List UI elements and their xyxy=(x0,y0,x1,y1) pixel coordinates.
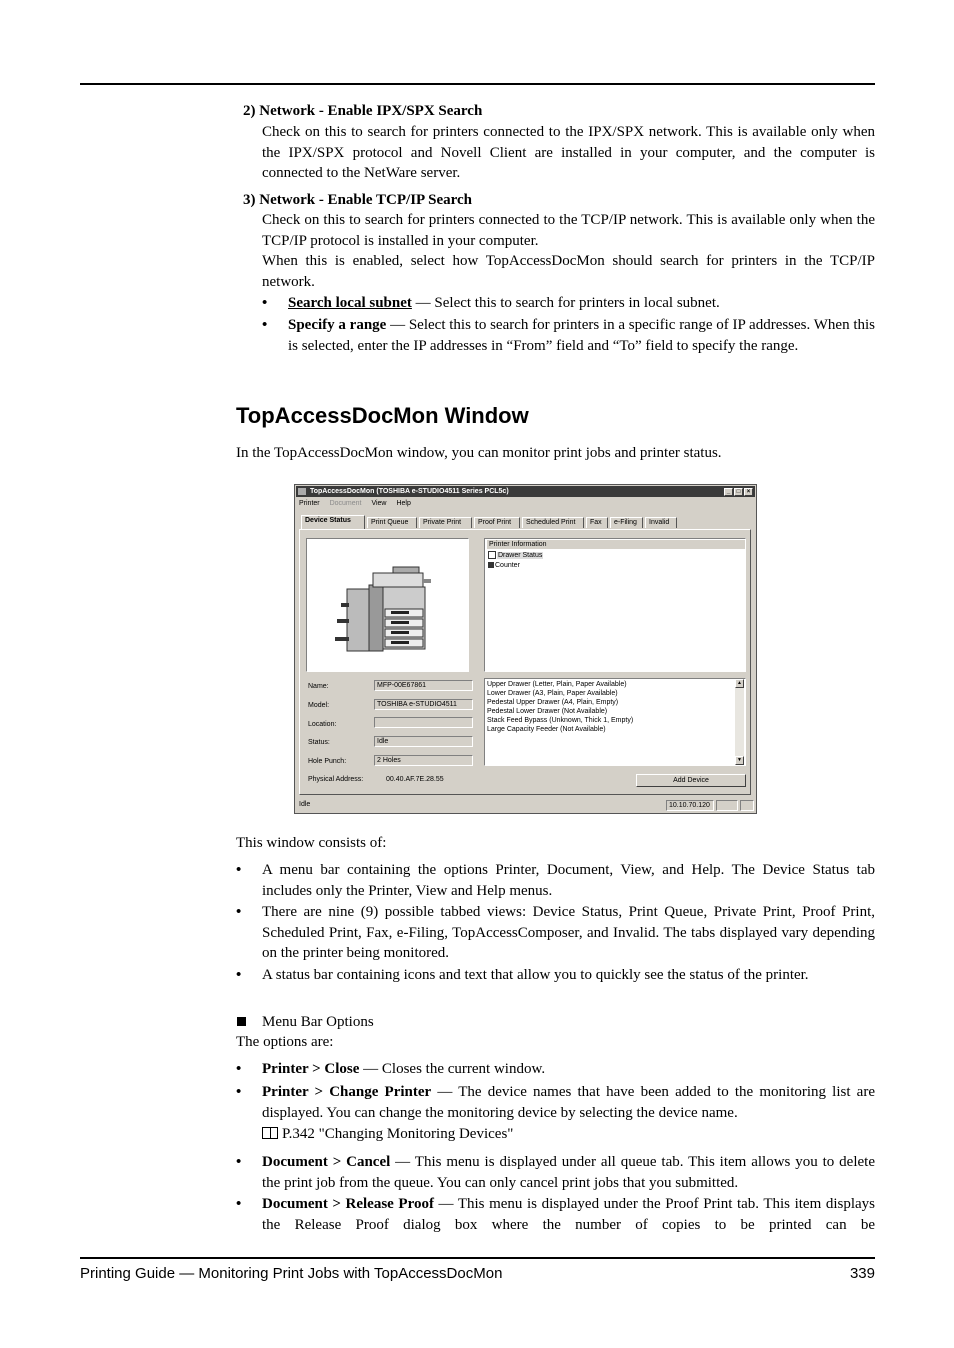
bullet-text: A status bar containing icons and text that allow you to quickly see the status of the printer. xyxy=(262,967,809,983)
bullet-text: — Select this to search for printers in a specific range of IP addresses. When this is selected, enter the IP addresses in “From” field and “To” field to specify the range. xyxy=(288,317,875,354)
drawer-status-list[interactable] xyxy=(484,678,746,766)
maximize-icon[interactable]: □ xyxy=(734,488,743,496)
status-field: Idle xyxy=(374,736,473,747)
bullet-text: A menu bar containing the options Printer, Document, View, and Help. The Device Status tab includes only the Printer, View and Help menus. xyxy=(262,862,875,899)
device-status-panel xyxy=(299,529,751,795)
list-scrollbar[interactable] xyxy=(735,679,744,765)
tree-item-label: Counter xyxy=(495,562,520,569)
tree-item-drawer-status[interactable] xyxy=(488,551,543,559)
sec3-heading: 3) Network - Enable TCP/IP Search xyxy=(243,192,473,208)
page-number: 339 xyxy=(849,1265,875,1282)
option-text: — This menu is displayed under all queue tab. This item allows you to delete the print job from the queue. You can only cancel print jobs that you submitted. xyxy=(262,1154,875,1191)
holepunch-label: Hole Punch: xyxy=(308,758,347,765)
add-device-button[interactable]: Add Device xyxy=(636,774,746,787)
option-term: Document > Cancel xyxy=(262,1154,391,1170)
menu-document[interactable]: Document xyxy=(329,500,362,507)
minimize-icon[interactable]: _ xyxy=(724,488,733,496)
menu-view[interactable]: View xyxy=(371,500,387,507)
scroll-up-icon[interactable]: ▲ xyxy=(735,679,744,688)
square-bullet-icon xyxy=(237,1017,246,1026)
drawer-line: Large Capacity Feeder (Not Available) xyxy=(487,726,606,733)
tree-item-counter[interactable] xyxy=(488,562,520,569)
header-rule xyxy=(80,83,875,85)
status-bar-printer-icon xyxy=(740,800,754,811)
book-reference-icon xyxy=(262,1127,278,1139)
status-bar-text: Idle xyxy=(299,801,311,808)
topaccessdocmon-window-screenshot xyxy=(294,484,757,814)
option-term: Printer > Change Printer xyxy=(262,1084,432,1100)
mac-value: 00.40.AF.7E.28.55 xyxy=(386,776,444,783)
consists-bullet: • A status bar containing icons and text that allow you to quickly see the status of the printer. xyxy=(236,965,875,986)
window-title: TopAccessDocMon (TOSHIBA e-STUDIO4511 Series PCL5c) xyxy=(310,488,509,495)
option-term: Document > Release Proof xyxy=(262,1196,434,1212)
tree-item-label: Drawer Status xyxy=(498,551,543,559)
status-bar-ip: 10.10.70.120 xyxy=(666,800,714,811)
close-icon[interactable]: × xyxy=(744,488,753,496)
consists-bullet: • A menu bar containing the options Printer, Document, View, and Help. The Device Status tab includes only the Printer, View and Help menus. xyxy=(236,860,875,902)
search-local-subnet-term: Search local subnet xyxy=(288,295,412,311)
model-field: TOSHIBA e-STUDIO4511 xyxy=(374,699,473,710)
drawer-line: Pedestal Lower Drawer (Not Available) xyxy=(487,708,608,715)
sec3-bullet: • Specify a range — Select this to search for printers in a specific range of IP addresses. When this is selected, enter the IP addresses in “From” field and “To” field to specify the range. xyxy=(262,317,875,354)
tab-print-queue[interactable]: Print Queue xyxy=(367,517,417,528)
footer-title: Printing Guide — Monitoring Print Jobs with TopAccessDocMon xyxy=(80,1265,503,1282)
sec3-body1: Check on this to search for printers connected to the TCP/IP network. This is available only when the TCP/IP protocol is installed in your computer. xyxy=(262,212,875,249)
section-title: TopAccessDocMon Window xyxy=(236,403,529,428)
tree-header: Printer Information xyxy=(487,540,745,549)
mfp-printer-illustration xyxy=(307,539,468,671)
app-icon xyxy=(298,488,306,495)
menu-printer[interactable]: Printer xyxy=(299,500,320,507)
option-text: — This menu is displayed under the Proof Print tab. This item displays the Release Proof dialog box where the number of copies to be printed can be xyxy=(262,1196,875,1233)
sec3-bullet: • Search local subnet — Select this to search for printers in local subnet. xyxy=(262,295,720,311)
option-text: — Closes the current window. xyxy=(359,1061,546,1077)
reference-text: P.342 "Changing Monitoring Devices" xyxy=(282,1126,514,1142)
sec2-body: Check on this to search for printers connected to the IPX/SPX network. This is available only when the IPX/SPX protocol and Novell Client are installed in your computer, and the computer is connected to the NetWare server. xyxy=(262,124,875,181)
option-bullet: • Printer > Change Printer — The device names that have been added to the monitoring list are displayed. You can change the monitoring device by selecting the device name. xyxy=(236,1084,875,1121)
option-bullet: • Document > Cancel — This menu is displayed under all queue tab. This item allows you to delete the print job from the queue. You can only cancel print jobs that you submitted. xyxy=(236,1154,875,1191)
tab-invalid[interactable]: Invalid xyxy=(645,517,677,528)
options-intro: The options are: xyxy=(236,1034,334,1050)
window-titlebar xyxy=(296,486,755,497)
tab-e-filing[interactable]: e-Filing xyxy=(610,517,643,528)
tab-fax[interactable]: Fax xyxy=(586,517,608,528)
cross-reference xyxy=(262,1124,513,1145)
consists-bullet: • There are nine (9) possible tabbed views: Device Status, Print Queue, Private Print, Proof Print, Scheduled Print, Fax, e-Filing, TopAccessComposer, and Invalid. The tabs displayed vary depending on the printer being monitored. xyxy=(236,902,875,965)
tab-private-print[interactable]: Private Print xyxy=(419,517,472,528)
option-bullet: • Printer > Close — Closes the current window. xyxy=(236,1061,546,1077)
mac-label: Physical Address: xyxy=(308,776,364,783)
option-term: Printer > Close xyxy=(262,1061,360,1077)
menu-heading: Menu Bar Options xyxy=(262,1014,374,1030)
consists-text: This window consists of: xyxy=(236,835,387,851)
drawer-line: Pedestal Upper Drawer (A4, Plain, Empty) xyxy=(487,699,619,706)
holepunch-field: 2 Holes xyxy=(374,755,473,766)
footer-rule xyxy=(80,1257,875,1259)
printer-image xyxy=(306,538,469,672)
sec2-heading: 2) Network - Enable IPX/SPX Search xyxy=(243,103,483,119)
menu-help[interactable]: Help xyxy=(396,500,411,507)
drawer-line: Stack Feed Bypass (Unknown, Thick 1, Empty) xyxy=(487,717,634,724)
name-field: MFP-00E67861 xyxy=(374,680,473,691)
sec3-body2: When this is enabled, select how TopAccessDocMon should search for printers in the TCP/IP network. xyxy=(262,253,875,290)
location-label: Location: xyxy=(308,721,337,728)
drawer-icon xyxy=(488,551,496,559)
status-bar xyxy=(296,798,755,812)
drawer-line: Upper Drawer (Letter, Plain, Paper Available) xyxy=(487,681,627,688)
name-label: Name: xyxy=(308,683,329,690)
model-label: Model: xyxy=(308,702,330,709)
bullet-text: — Select this to search for printers in local subnet. xyxy=(411,295,720,311)
tab-proof-print[interactable]: Proof Print xyxy=(474,517,520,528)
option-bullet: • Document > Release Proof — This menu is displayed under the Proof Print tab. This item displays the Release Proof dialog box where the number of copies to be printed can be xyxy=(236,1196,875,1233)
menu-bar xyxy=(299,499,419,509)
drawer-line: Lower Drawer (A3, Plain, Paper Available) xyxy=(487,690,618,697)
specify-range-term: Specify a range xyxy=(288,317,387,333)
status-label: Status: xyxy=(308,739,330,746)
bullet-text: There are nine (9) possible tabbed views: Device Status, Print Queue, Private Print, Proof Print, Scheduled Print, Fax, e-Filing, TopAccessComposer, and Invalid. The tabs displayed vary depending on the printer being monitored. xyxy=(262,904,875,961)
location-field xyxy=(374,717,473,728)
option-text: — The device names that have been added to the monitoring list are displayed. You can change the monitoring device by selecting the device name. xyxy=(262,1084,875,1121)
intro-text: In the TopAccessDocMon window, you can monitor print jobs and printer status. xyxy=(236,445,722,461)
scroll-down-icon[interactable]: ▼ xyxy=(735,756,744,765)
printer-info-tree[interactable] xyxy=(484,538,746,672)
tab-device-status[interactable]: Device Status xyxy=(301,515,365,529)
counter-icon xyxy=(488,562,494,568)
status-bar-network-icon xyxy=(716,800,738,811)
tab-scheduled-print[interactable]: Scheduled Print xyxy=(522,517,584,528)
